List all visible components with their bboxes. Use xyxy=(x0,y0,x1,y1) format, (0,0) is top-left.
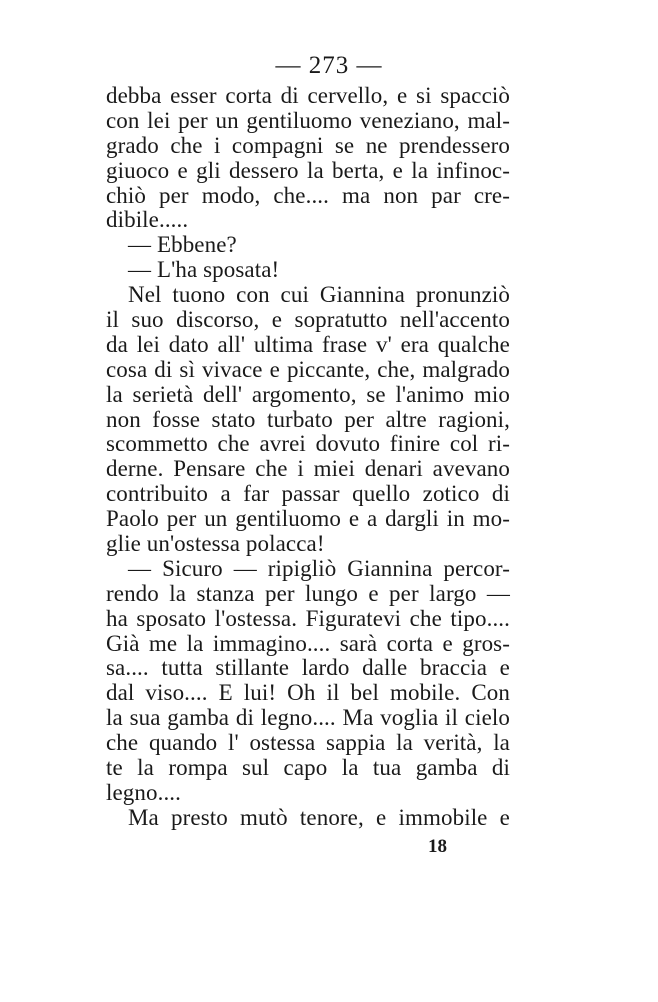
text-line: rendo la stanza per lungo e per largo — xyxy=(106,580,510,606)
body-text xyxy=(106,84,510,831)
text-line: Paolo per un gentiluomo e a dargli in mo- xyxy=(106,506,510,532)
text-line: cosa di sì vivace e piccante, che, malgrado xyxy=(106,356,510,382)
text-line: il suo discorso, e sopratutto nell'accento xyxy=(106,307,510,333)
text-line: scommetto che avrei dovuto finire col ri- xyxy=(106,431,510,457)
page-number: — 273 — xyxy=(275,52,383,79)
text-line: te la rompa sul capo la tua gamba di xyxy=(106,755,510,781)
text-line: sa.... tutta stillante lardo dalle braccia e xyxy=(106,655,510,681)
text-line: la serietà dell' argomento, se l'animo mio xyxy=(106,381,510,407)
text-line: non fosse stato turbato per altre ragioni, xyxy=(106,406,510,432)
text-line: debba esser corta di cervello, e si spacciò xyxy=(106,83,510,108)
text-line: giuoco e gli dessero la berta, e la infinoc- xyxy=(106,157,510,183)
text-line: con lei per un gentiluomo veneziano, mal- xyxy=(106,107,510,133)
signature-mark: 18 xyxy=(428,836,447,857)
text-line: contribuito a far passar quello zotico di xyxy=(106,481,510,507)
text-line: glie un'ostessa polacca! xyxy=(106,531,325,557)
text-line: Ma presto mutò tenore, e immobile e xyxy=(128,804,510,830)
text-line: la sua gamba di legno.... Ma voglia il cielo xyxy=(106,705,510,731)
text-line: — Ebbene? xyxy=(128,232,237,258)
text-line: da lei dato all' ultima frase v' era qualche xyxy=(106,331,510,357)
text-line: — L'ha sposata! xyxy=(128,257,280,283)
text-line: che quando l' ostessa sappia la verità, la xyxy=(106,730,510,756)
text-line: Già me la immagino.... sarà corta e gros- xyxy=(106,630,510,656)
text-line: ha sposato l'ostessa. Figuratevi che tipo.... xyxy=(106,605,510,631)
text-line: derne. Pensare che i miei denari avevano xyxy=(106,456,510,482)
text-line: dal viso.... E lui! Oh il bel mobile. Con xyxy=(106,680,510,706)
text-line: — Sicuro — ripigliò Giannina percor- xyxy=(128,555,510,581)
text-line: dibile..... xyxy=(106,207,189,233)
text-line: legno.... xyxy=(106,779,181,805)
text-line: Nel tuono con cui Giannina pronunziò xyxy=(128,282,510,308)
text-line: chiò per modo, che.... ma non par cre- xyxy=(106,182,510,208)
text-line: grado che i compagni se ne prendessero xyxy=(106,132,510,158)
